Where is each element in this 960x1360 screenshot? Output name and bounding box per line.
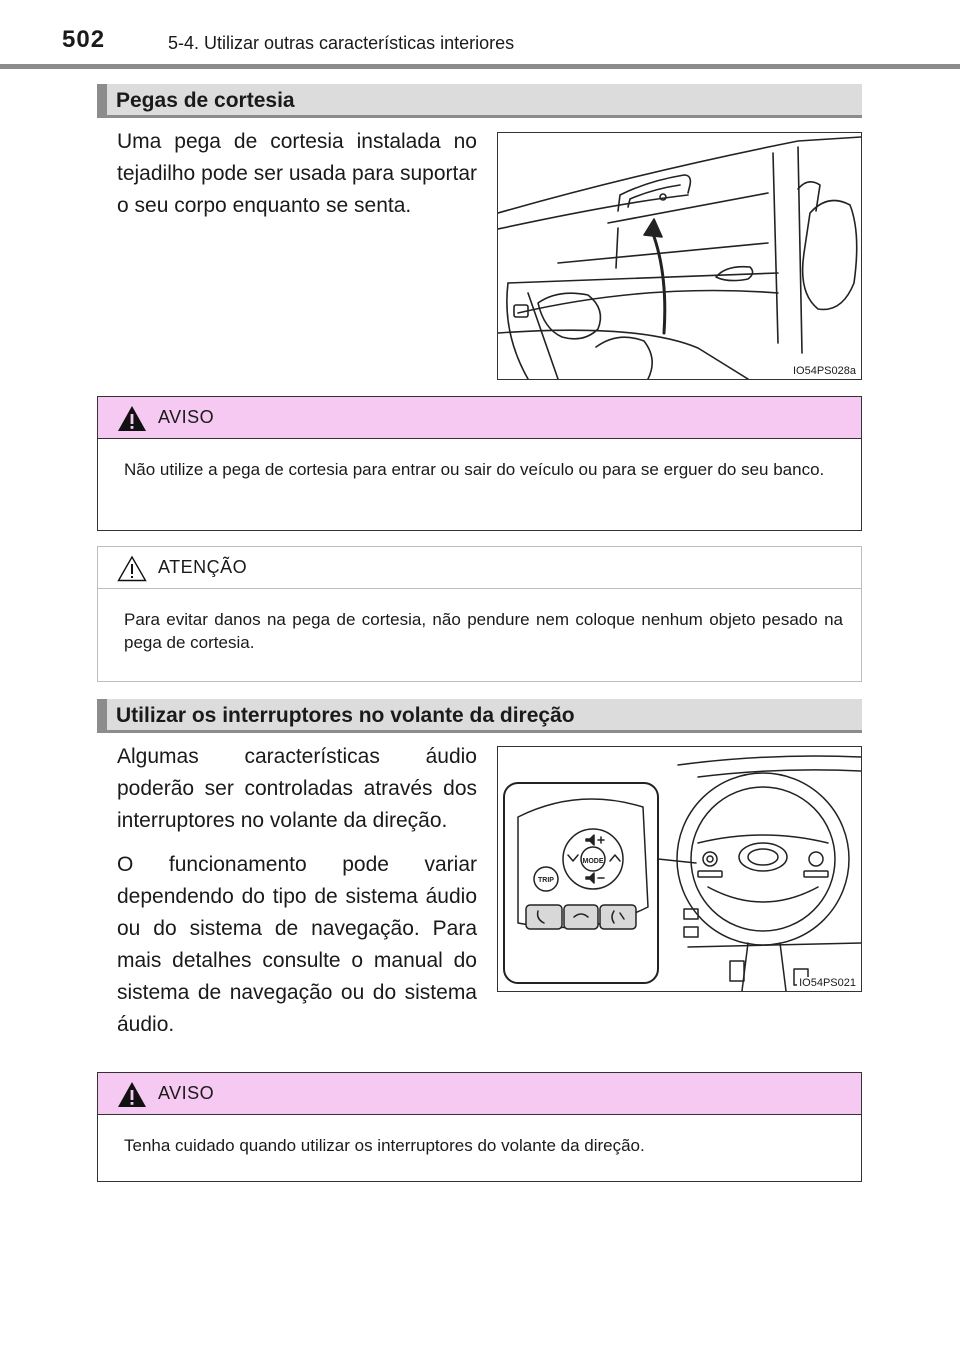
steering-switches-text	[117, 741, 477, 1053]
steering-switches-paragraph-1: Algumas características áudio poderão ser controladas através dos interruptores no volante da direção.	[117, 745, 477, 832]
warning-header	[98, 397, 861, 439]
page-number: 502	[62, 26, 106, 53]
caution-title: ATENÇÃO	[158, 557, 248, 577]
header-rule	[0, 64, 960, 69]
steering-switches-illustration	[498, 747, 861, 991]
courtesy-grips-text	[117, 126, 477, 234]
courtesy-grip-figure	[497, 132, 862, 380]
warning-box	[97, 1072, 862, 1182]
caution-box	[97, 546, 862, 682]
steering-switches-paragraph-2: O funcionamento pode variar dependendo do tipo de sistema áudio ou do sistema de navegação. Para mais detalhes consulte o manual do sistema de navegação ou do sistema áudio.	[117, 853, 477, 1036]
steering-switches-figure	[497, 746, 862, 992]
trip-button-label: TRIP	[538, 877, 554, 884]
courtesy-grips-paragraph: Uma pega de cortesia instalada no tejadilho pode ser usada para suportar o seu corpo enquanto se senta.	[117, 130, 477, 217]
warning-title: AVISO	[158, 1083, 215, 1103]
warning-text: Não utilize a pega de cortesia para entrar ou sair do veículo ou para se erguer do seu banco.	[124, 460, 825, 479]
figure-code: IO54PS028a	[793, 365, 856, 377]
caution-text: Para evitar danos na pega de cortesia, não pendure nem coloque nenhum objeto pesado na pega de cortesia.	[124, 610, 843, 652]
section-heading-steering-switches: Utilizar os interruptores no volante da direção	[97, 699, 862, 733]
section-heading-courtesy-grips: Pegas de cortesia	[97, 84, 862, 118]
chapter-title: 5-4. Utilizar outras características interiores	[168, 33, 515, 53]
warning-box	[97, 396, 862, 531]
figure-code: IO54PS021	[799, 977, 856, 989]
courtesy-grip-illustration	[498, 133, 861, 379]
warning-triangle-filled-icon	[117, 405, 147, 432]
warning-header	[98, 1073, 861, 1115]
caution-header	[98, 547, 861, 589]
mode-button-label: MODE	[582, 858, 604, 865]
warning-text: Tenha cuidado quando utilizar os interruptores do volante da direção.	[124, 1136, 645, 1155]
warning-triangle-outline-icon	[117, 555, 147, 582]
warning-title: AVISO	[158, 407, 215, 427]
warning-triangle-filled-icon	[117, 1081, 147, 1108]
